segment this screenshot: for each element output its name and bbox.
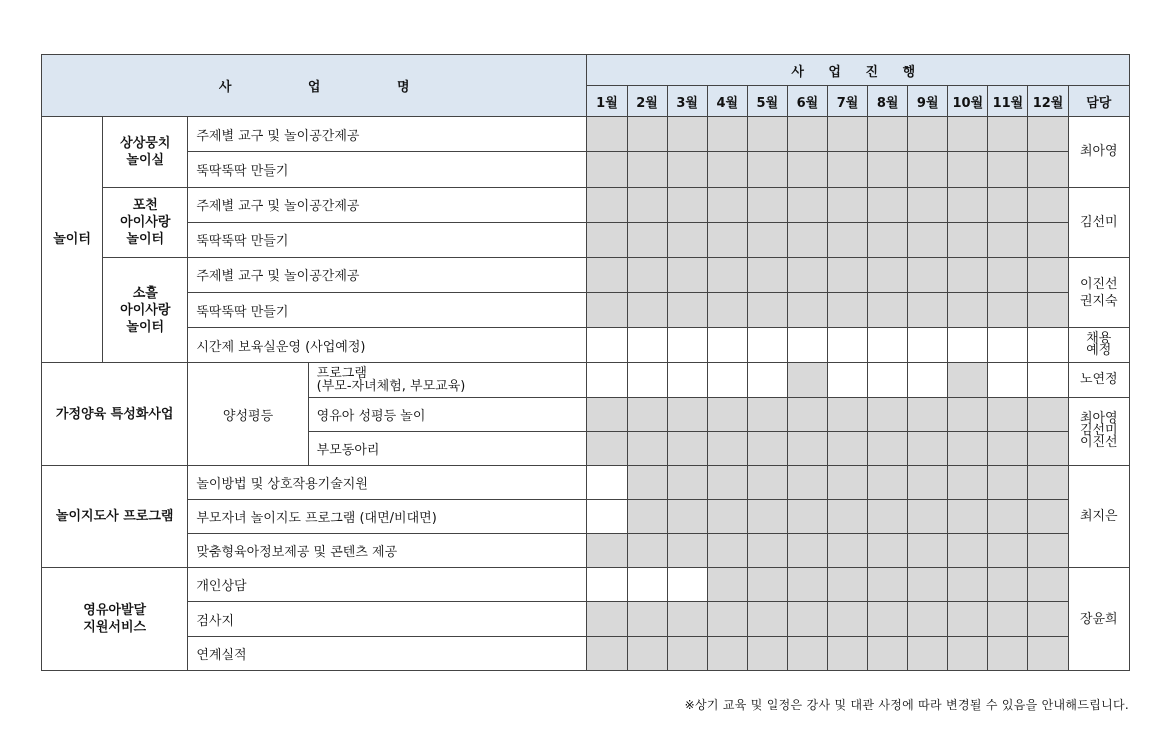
table-row: [42, 328, 1130, 363]
month-cell-8: [868, 152, 908, 187]
subcategory-soheul: [103, 257, 188, 362]
month-header: 6월: [787, 86, 827, 117]
staff-name: 최아영: [1068, 117, 1129, 187]
subcategory-pocheon: [103, 187, 188, 257]
month-cell-9: [908, 152, 948, 187]
category-family-parenting: 가정양육 특성화사업: [42, 363, 188, 465]
month-cell-7: [828, 568, 868, 602]
footnote: ※상기 교육 및 일정은 강사 및 대관 사정에 따라 변경될 수 있음을 안내해드립니다.: [684, 698, 1129, 712]
item-label: 부모자녀 놀이지도 프로그램 (대면/비대면): [188, 500, 587, 534]
month-cell-2: [627, 534, 667, 568]
month-cell-6: [787, 363, 827, 397]
month-cell-9: [908, 222, 948, 257]
item-label: 주제별 교구 및 놀이공간제공: [188, 187, 587, 222]
month-cell-3: [667, 465, 707, 499]
month-header: 5월: [747, 86, 787, 117]
month-cell-12: [1028, 293, 1068, 328]
table-row: [42, 602, 1130, 636]
item-label: [308, 363, 587, 397]
month-cell-1: [587, 363, 627, 397]
month-cell-8: [868, 397, 908, 431]
month-header: 9월: [908, 86, 948, 117]
month-cell-12: [1028, 500, 1068, 534]
month-cell-7: [828, 152, 868, 187]
month-cell-1: [587, 465, 627, 499]
subcategory-line: 놀이실: [126, 152, 165, 168]
month-cell-12: [1028, 568, 1068, 602]
month-cell-5: [747, 152, 787, 187]
month-cell-10: [948, 431, 988, 465]
month-cell-2: [627, 568, 667, 602]
month-cell-9: [908, 117, 948, 152]
category-line: 지원서비스: [83, 620, 147, 636]
month-cell-4: [707, 257, 747, 292]
month-cell-11: [988, 152, 1028, 187]
staff-line: 김선미: [1079, 423, 1118, 439]
month-cell-6: [787, 568, 827, 602]
month-cell-8: [868, 117, 908, 152]
month-cell-3: [667, 431, 707, 465]
month-cell-10: [948, 328, 988, 363]
month-cell-9: [908, 636, 948, 670]
month-cell-7: [828, 257, 868, 292]
month-cell-1: [587, 328, 627, 363]
month-cell-4: [707, 187, 747, 222]
item-line: 프로그램: [316, 365, 367, 381]
month-cell-6: [787, 397, 827, 431]
month-cell-11: [988, 187, 1028, 222]
month-cell-10: [948, 534, 988, 568]
month-cell-7: [828, 328, 868, 363]
month-cell-8: [868, 293, 908, 328]
month-cell-1: [587, 222, 627, 257]
month-cell-2: [627, 465, 667, 499]
month-cell-12: [1028, 328, 1068, 363]
month-cell-10: [948, 257, 988, 292]
month-header: 8월: [868, 86, 908, 117]
table-row: [42, 222, 1130, 257]
month-cell-9: [908, 534, 948, 568]
month-cell-7: [828, 534, 868, 568]
month-cell-7: [828, 465, 868, 499]
month-cell-3: [667, 363, 707, 397]
month-cell-10: [948, 363, 988, 397]
month-cell-11: [988, 636, 1028, 670]
month-cell-8: [868, 187, 908, 222]
month-cell-1: [587, 187, 627, 222]
month-cell-12: [1028, 397, 1068, 431]
staff-line: 예정: [1086, 343, 1112, 359]
month-header: 10월: [948, 86, 988, 117]
month-cell-10: [948, 293, 988, 328]
month-cell-7: [828, 117, 868, 152]
month-cell-4: [707, 293, 747, 328]
month-cell-11: [988, 222, 1028, 257]
month-cell-4: [707, 568, 747, 602]
staff-line: 최아영: [1079, 411, 1118, 427]
table-row: [42, 500, 1130, 534]
month-cell-11: [988, 293, 1028, 328]
month-cell-9: [908, 431, 948, 465]
category-line: 영유아발달: [83, 603, 147, 619]
table-row: [42, 534, 1130, 568]
month-cell-6: [787, 222, 827, 257]
month-cell-6: [787, 293, 827, 328]
month-cell-10: [948, 397, 988, 431]
table-row: [42, 636, 1130, 670]
month-cell-7: [828, 293, 868, 328]
month-cell-3: [667, 293, 707, 328]
month-cell-2: [627, 500, 667, 534]
month-cell-2: [627, 293, 667, 328]
month-cell-6: [787, 465, 827, 499]
month-cell-4: [707, 534, 747, 568]
month-cell-3: [667, 397, 707, 431]
month-cell-4: [707, 465, 747, 499]
month-cell-6: [787, 636, 827, 670]
month-cell-5: [747, 465, 787, 499]
subcategory-line: 상상뭉치: [120, 135, 171, 151]
month-cell-2: [627, 397, 667, 431]
progress-header: 사 업 진 행: [587, 55, 1130, 86]
month-cell-10: [948, 500, 988, 534]
month-cell-10: [948, 187, 988, 222]
month-cell-10: [948, 602, 988, 636]
month-cell-4: [707, 328, 747, 363]
month-cell-5: [747, 431, 787, 465]
month-cell-5: [747, 328, 787, 363]
month-cell-10: [948, 636, 988, 670]
month-cell-10: [948, 117, 988, 152]
month-cell-8: [868, 500, 908, 534]
table-row: [42, 257, 1130, 292]
month-cell-12: [1028, 187, 1068, 222]
subcategory-line: 소흘: [132, 285, 158, 301]
month-cell-4: [707, 152, 747, 187]
month-cell-2: [627, 222, 667, 257]
month-cell-6: [787, 187, 827, 222]
table-row: [42, 117, 1130, 152]
staff-line: 권지숙: [1079, 293, 1118, 309]
month-cell-11: [988, 602, 1028, 636]
month-cell-9: [908, 465, 948, 499]
month-cell-9: [908, 187, 948, 222]
month-cell-1: [587, 117, 627, 152]
month-cell-7: [828, 363, 868, 397]
month-cell-5: [747, 534, 787, 568]
subcategory-line: 놀이터: [126, 319, 165, 335]
month-cell-11: [988, 257, 1028, 292]
month-cell-6: [787, 534, 827, 568]
month-cell-1: [587, 293, 627, 328]
month-cell-5: [747, 568, 787, 602]
staff-name: [1068, 397, 1129, 465]
month-cell-7: [828, 187, 868, 222]
month-cell-3: [667, 500, 707, 534]
month-cell-7: [828, 222, 868, 257]
month-cell-8: [868, 534, 908, 568]
item-label: 뚝딱뚝딱 만들기: [188, 293, 587, 328]
item-label: 맞춤형육아정보제공 및 콘텐츠 제공: [188, 534, 587, 568]
month-cell-2: [627, 187, 667, 222]
month-cell-6: [787, 117, 827, 152]
month-cell-6: [787, 152, 827, 187]
month-cell-9: [908, 568, 948, 602]
staff-name: 노연정: [1068, 363, 1129, 397]
month-cell-5: [747, 293, 787, 328]
month-cell-12: [1028, 602, 1068, 636]
month-cell-10: [948, 568, 988, 602]
month-cell-4: [707, 222, 747, 257]
month-cell-5: [747, 500, 787, 534]
month-cell-8: [868, 431, 908, 465]
month-cell-9: [908, 293, 948, 328]
month-cell-12: [1028, 363, 1068, 397]
month-cell-1: [587, 257, 627, 292]
month-cell-4: [707, 431, 747, 465]
item-label: 놀이방법 및 상호작용기술지원: [188, 465, 587, 499]
month-cell-8: [868, 222, 908, 257]
month-cell-10: [948, 465, 988, 499]
subcategory-gender-equality: 양성평등: [188, 363, 308, 465]
month-header: 11월: [988, 86, 1028, 117]
month-cell-3: [667, 257, 707, 292]
month-cell-6: [787, 602, 827, 636]
month-cell-3: [667, 568, 707, 602]
month-cell-1: [587, 568, 627, 602]
month-cell-8: [868, 568, 908, 602]
month-cell-6: [787, 257, 827, 292]
month-cell-4: [707, 602, 747, 636]
month-cell-2: [627, 328, 667, 363]
month-cell-3: [667, 117, 707, 152]
month-cell-11: [988, 568, 1028, 602]
month-cell-2: [627, 431, 667, 465]
month-cell-1: [587, 534, 627, 568]
month-cell-5: [747, 187, 787, 222]
month-cell-1: [587, 397, 627, 431]
month-cell-3: [667, 222, 707, 257]
month-cell-11: [988, 534, 1028, 568]
item-label: 주제별 교구 및 놀이공간제공: [188, 257, 587, 292]
subcategory-line: 아이사랑: [120, 214, 171, 230]
month-cell-5: [747, 397, 787, 431]
month-cell-4: [707, 117, 747, 152]
month-cell-9: [908, 602, 948, 636]
month-cell-1: [587, 500, 627, 534]
month-cell-7: [828, 431, 868, 465]
month-cell-1: [587, 636, 627, 670]
staff-line: 이진선: [1079, 276, 1118, 292]
business-schedule-table: [41, 54, 1130, 671]
month-cell-11: [988, 328, 1028, 363]
month-cell-7: [828, 500, 868, 534]
month-cell-2: [627, 257, 667, 292]
month-cell-5: [747, 636, 787, 670]
month-cell-8: [868, 602, 908, 636]
month-cell-8: [868, 328, 908, 363]
month-cell-9: [908, 328, 948, 363]
item-line: (부모-자녀체험, 부모교육): [316, 378, 466, 394]
table-row: [42, 568, 1130, 602]
month-cell-12: [1028, 636, 1068, 670]
month-cell-11: [988, 431, 1028, 465]
item-label: 주제별 교구 및 놀이공간제공: [188, 117, 587, 152]
month-cell-9: [908, 363, 948, 397]
month-cell-9: [908, 257, 948, 292]
month-cell-6: [787, 328, 827, 363]
month-header: 1월: [587, 86, 627, 117]
month-cell-5: [747, 257, 787, 292]
month-cell-2: [627, 636, 667, 670]
month-cell-12: [1028, 222, 1068, 257]
month-cell-3: [667, 636, 707, 670]
business-name-header: 사 업 명: [42, 55, 587, 117]
category-infant-development: [42, 568, 188, 671]
month-cell-12: [1028, 534, 1068, 568]
header-row-1: [42, 55, 1130, 86]
month-header: 12월: [1028, 86, 1068, 117]
month-cell-11: [988, 500, 1028, 534]
month-cell-12: [1028, 465, 1068, 499]
month-cell-6: [787, 431, 827, 465]
item-label: 개인상담: [188, 568, 587, 602]
month-cell-1: [587, 431, 627, 465]
month-cell-12: [1028, 431, 1068, 465]
month-cell-3: [667, 187, 707, 222]
month-cell-8: [868, 257, 908, 292]
month-cell-6: [787, 500, 827, 534]
month-cell-5: [747, 363, 787, 397]
month-cell-8: [868, 363, 908, 397]
month-cell-2: [627, 152, 667, 187]
subcategory-line: 놀이터: [126, 231, 165, 247]
month-cell-12: [1028, 117, 1068, 152]
staff-name: [1068, 328, 1129, 363]
month-cell-2: [627, 363, 667, 397]
table-row: [42, 465, 1130, 499]
category-play-instructor: 놀이지도사 프로그램: [42, 465, 188, 567]
month-cell-7: [828, 602, 868, 636]
staff-header: 담당: [1068, 86, 1129, 117]
staff-name: 장윤희: [1068, 568, 1129, 671]
table-row: [42, 363, 1130, 397]
month-cell-4: [707, 636, 747, 670]
month-header: 3월: [667, 86, 707, 117]
month-cell-2: [627, 602, 667, 636]
month-cell-4: [707, 397, 747, 431]
item-label: 뚝딱뚝딱 만들기: [188, 152, 587, 187]
item-label: 뚝딱뚝딱 만들기: [188, 222, 587, 257]
month-cell-3: [667, 152, 707, 187]
month-header: 7월: [828, 86, 868, 117]
month-cell-9: [908, 397, 948, 431]
item-label: 검사지: [188, 602, 587, 636]
month-cell-11: [988, 465, 1028, 499]
item-label: 부모동아리: [308, 431, 587, 465]
month-header: 2월: [627, 86, 667, 117]
item-label: 영유아 성평등 놀이: [308, 397, 587, 431]
month-cell-5: [747, 222, 787, 257]
staff-name: 최지은: [1068, 465, 1129, 567]
item-label: 연계실적: [188, 636, 587, 670]
table-row: [42, 152, 1130, 187]
item-label: 시간제 보육실운영 (사업예정): [188, 328, 587, 363]
month-cell-4: [707, 500, 747, 534]
month-cell-12: [1028, 152, 1068, 187]
month-cell-3: [667, 602, 707, 636]
month-cell-11: [988, 117, 1028, 152]
staff-line: 채용: [1086, 331, 1112, 347]
month-cell-7: [828, 636, 868, 670]
month-cell-11: [988, 397, 1028, 431]
month-cell-10: [948, 152, 988, 187]
staff-name: [1068, 257, 1129, 327]
staff-name: 김선미: [1068, 187, 1129, 257]
month-cell-3: [667, 328, 707, 363]
month-cell-4: [707, 363, 747, 397]
table-row: [42, 187, 1130, 222]
month-cell-8: [868, 636, 908, 670]
month-cell-11: [988, 363, 1028, 397]
category-playground: 놀이터: [42, 117, 103, 363]
month-cell-1: [587, 602, 627, 636]
month-cell-7: [828, 397, 868, 431]
month-cell-3: [667, 534, 707, 568]
subcategory-line: 아이사랑: [120, 302, 171, 318]
month-cell-9: [908, 500, 948, 534]
staff-line: 이진선: [1079, 435, 1118, 451]
month-cell-1: [587, 152, 627, 187]
month-cell-2: [627, 117, 667, 152]
month-cell-5: [747, 602, 787, 636]
subcategory-imagination-room: [103, 117, 188, 187]
table-row: [42, 293, 1130, 328]
month-header: 4월: [707, 86, 747, 117]
month-cell-5: [747, 117, 787, 152]
month-cell-10: [948, 222, 988, 257]
month-cell-8: [868, 465, 908, 499]
month-cell-12: [1028, 257, 1068, 292]
subcategory-line: 포천: [132, 197, 158, 213]
